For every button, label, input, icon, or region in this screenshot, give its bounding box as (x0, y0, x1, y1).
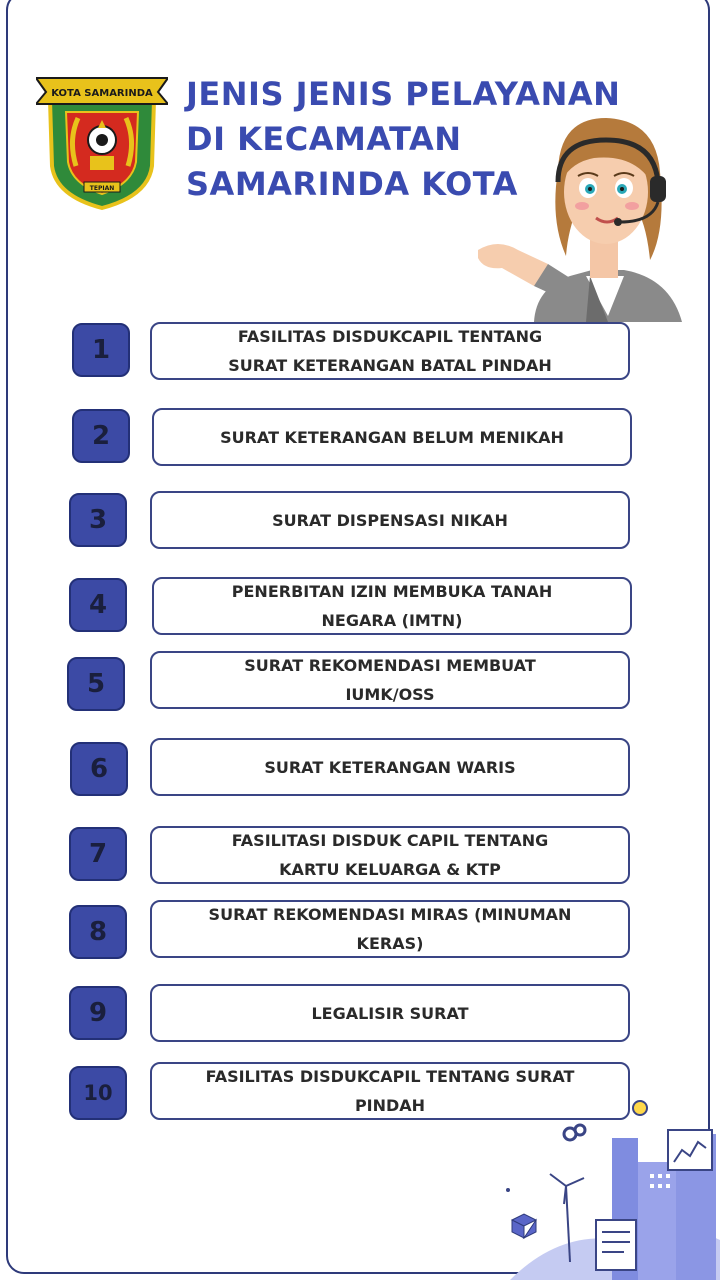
service-item-1-line-2: SURAT KETERANGAN BATAL PINDAH (228, 356, 552, 375)
service-item-4[interactable] (152, 577, 632, 635)
service-number-10: 10 (69, 1066, 127, 1120)
service-item-6-line-1: SURAT KETERANGAN WARIS (264, 757, 516, 777)
service-item-2-line-1: SURAT KETERANGAN BELUM MENIKAH (220, 427, 564, 447)
title-line-1: JENIS JENIS PELAYANAN (186, 75, 621, 113)
service-item-8-line-2: KERAS) (356, 934, 424, 953)
kota-samarinda-emblem (36, 70, 168, 210)
title-line-2: DI KECAMATAN (186, 120, 462, 158)
service-number-6: 6 (70, 742, 128, 796)
service-item-3[interactable] (150, 491, 630, 549)
service-number-3: 3 (69, 493, 127, 547)
service-number-5: 5 (67, 657, 125, 711)
service-item-7[interactable] (150, 826, 630, 884)
service-number-1: 1 (72, 323, 130, 377)
service-item-5[interactable] (150, 651, 630, 709)
title-line-3: SAMARINDA KOTA (186, 165, 518, 203)
service-number-4: 4 (69, 578, 127, 632)
logo-motto-text: TEPIAN (89, 185, 115, 192)
service-item-10-line-1: FASILITAS DISDUKCAPIL TENTANG SURAT (205, 1067, 575, 1086)
service-item-2[interactable] (152, 408, 632, 466)
service-item-4-line-2: NEGARA (IMTN) (321, 611, 463, 630)
city-illustration (500, 1090, 720, 1280)
service-item-8-line-1: SURAT REKOMENDASI MIRAS (MINUMAN (208, 905, 572, 924)
service-item-9-line-1: LEGALISIR SURAT (311, 1003, 469, 1023)
service-item-7-line-1: FASILITASI DISDUK CAPIL TENTANG (231, 831, 549, 850)
service-item-6[interactable] (150, 738, 630, 796)
service-item-3-line-1: SURAT DISPENSASI NIKAH (272, 510, 508, 530)
service-item-4-line-1: PENERBITAN IZIN MEMBUKA TANAH (231, 582, 553, 601)
service-item-1[interactable] (150, 322, 630, 380)
service-number-2: 2 (72, 409, 130, 463)
service-item-10-line-2: PINDAH (354, 1096, 426, 1115)
service-item-5-line-2: IUMK/OSS (345, 685, 435, 704)
service-item-1-line-1: FASILITAS DISDUKCAPIL TENTANG (237, 327, 543, 346)
service-item-9[interactable] (150, 984, 630, 1042)
logo-banner-text: KOTA SAMARINDA (51, 88, 153, 99)
service-number-9: 9 (69, 986, 127, 1040)
service-number-8: 8 (69, 905, 127, 959)
customer-service-agent-illustration (474, 110, 690, 322)
service-item-7-line-2: KARTU KELUARGA & KTP (279, 860, 501, 879)
service-item-5-line-1: SURAT REKOMENDASI MEMBUAT (244, 656, 536, 675)
service-item-8[interactable] (150, 900, 630, 958)
service-number-7: 7 (69, 827, 127, 881)
